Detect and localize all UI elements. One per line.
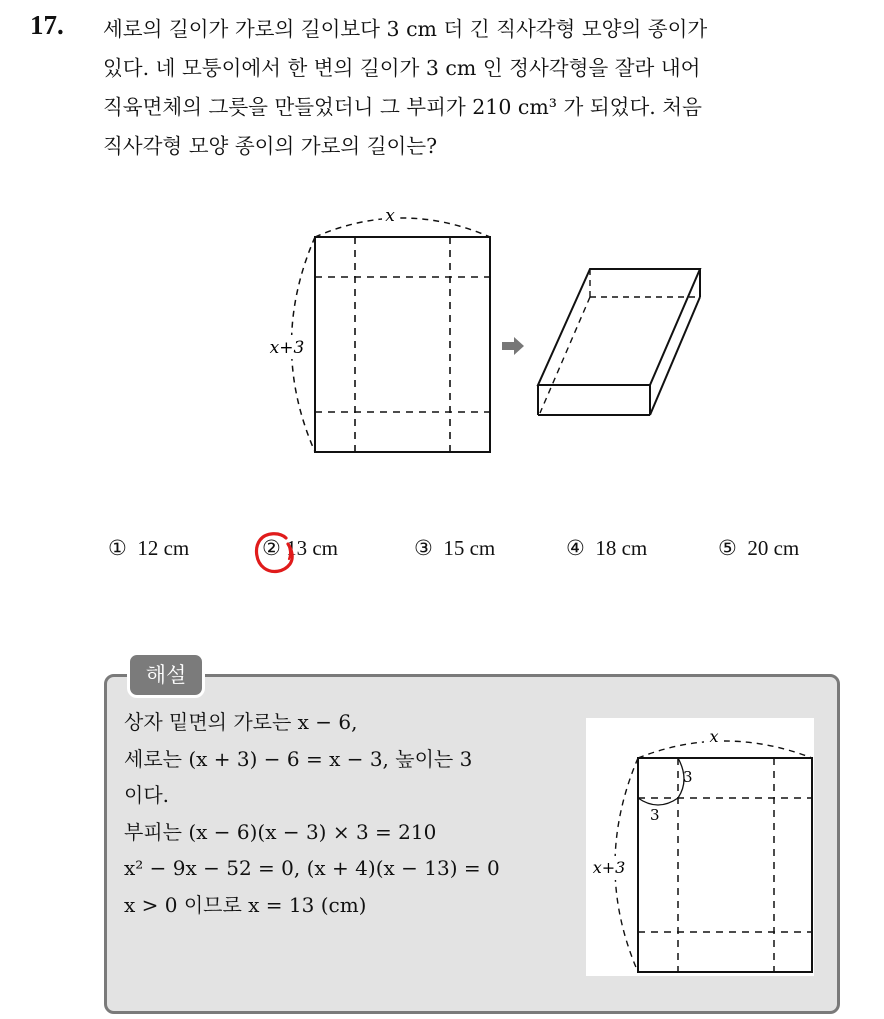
solution-figure	[586, 718, 814, 976]
choice-text: 20 cm	[747, 536, 800, 560]
solution-text	[124, 704, 574, 923]
solution-line: 세로는 (x + 3) − 6 = x − 3, 높이는 3	[124, 746, 473, 771]
choice-1[interactable]	[108, 536, 189, 561]
paper-sheet	[315, 237, 490, 452]
side-dimension-label: x+3	[269, 338, 305, 358]
solution-line: 상자 밑면의 가로는 x − 6,	[124, 710, 358, 734]
choice-text: 12 cm	[137, 536, 190, 560]
fold-lines	[315, 237, 490, 452]
choice-mark: ②	[262, 536, 281, 560]
solution-line: 이다.	[124, 783, 169, 807]
solution-line: 부피는 (x − 6)(x − 3) × 3 = 210	[124, 819, 437, 844]
question-line: 직사각형 모양 종이의 가로의 길이는?	[103, 134, 438, 158]
solution-label: 해설	[127, 652, 205, 698]
question-line: 직육면체의 그릇을 만들었더니 그 부피가 210 cm³ 가 되었다. 처음	[103, 95, 702, 119]
solution-net-drawing	[586, 718, 814, 976]
cut-size-label: 3	[683, 768, 693, 786]
choice-3[interactable]	[414, 536, 495, 561]
choice-4[interactable]	[566, 536, 647, 561]
choice-mark: ⑤	[718, 536, 737, 560]
box-drawing	[538, 269, 700, 415]
solution-line: x² − 9x − 52 = 0, (x + 4)(x − 13) = 0	[124, 856, 500, 880]
arrow-right-icon	[502, 337, 524, 355]
selected-answer-circle-icon	[252, 528, 300, 578]
choice-text: 18 cm	[595, 536, 648, 560]
choice-text: 15 cm	[443, 536, 496, 560]
cut-size-label: 3	[650, 806, 660, 824]
choice-mark: ③	[414, 536, 433, 560]
question-number: 17.	[30, 10, 64, 40]
choice-5[interactable]	[718, 536, 799, 561]
side-dimension-label: x+3	[592, 858, 626, 877]
figure-net-and-box	[240, 195, 720, 475]
choice-mark: ①	[108, 536, 127, 560]
top-dimension-label: x	[385, 206, 395, 226]
solution-line: x > 0 이므로 x = 13 (cm)	[124, 892, 367, 917]
choice-text: 13 cm	[286, 536, 338, 560]
question-line: 있다. 네 모퉁이에서 한 변의 길이가 3 cm 인 정사각형을 잘라 내어	[103, 56, 701, 80]
choice-mark: ④	[566, 536, 585, 560]
top-dimension-label: x	[709, 727, 719, 746]
question-text	[103, 10, 873, 166]
question-line: 세로의 길이가 가로의 길이보다 3 cm 더 긴 직사각형 모양의 종이가	[103, 17, 708, 41]
